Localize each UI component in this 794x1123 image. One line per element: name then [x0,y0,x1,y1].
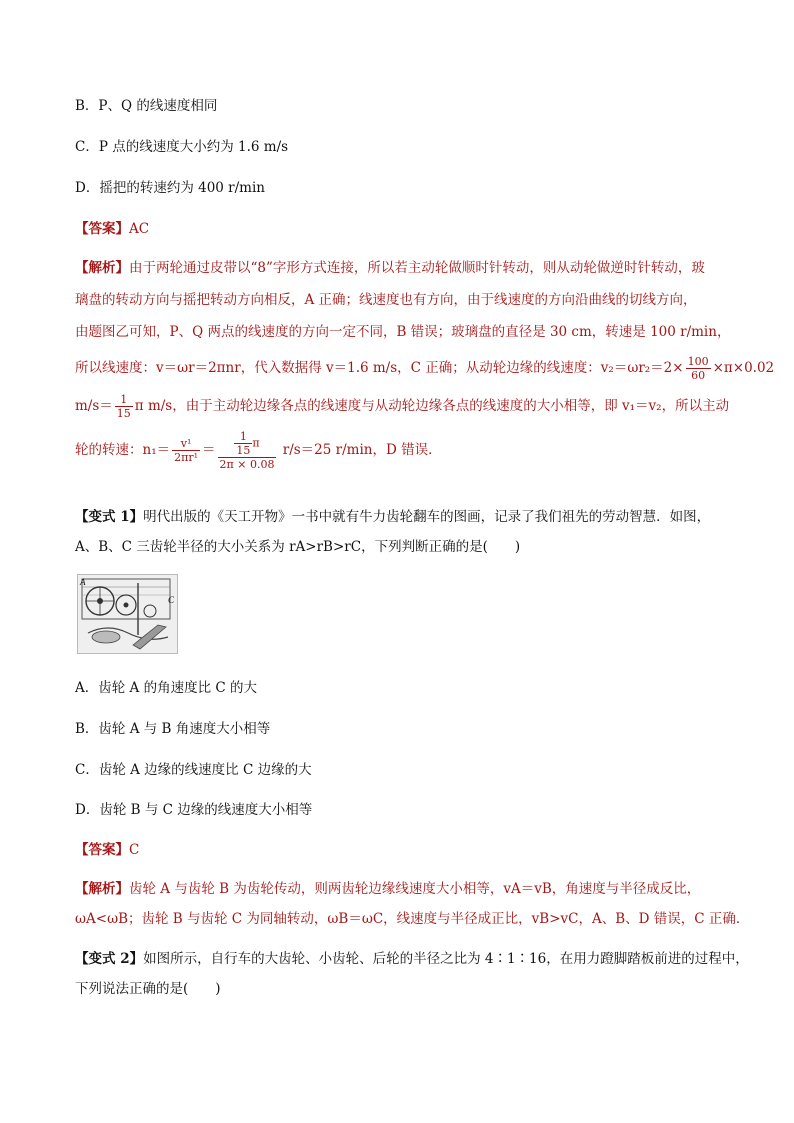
option-b: B．P、Q 的线速度相同 [75,98,218,114]
fraction-nested: $\frac{1}{15}$ π 2π × 0.08 [219,430,275,471]
option-c: C．P 点的线速度大小约为 1.6 m/s [75,139,289,155]
option-b: B．齿轮 A 与 B 角速度大小相等 [75,721,271,737]
illustration-svg [78,575,177,653]
analysis-label: 【解析】 [75,881,129,897]
analysis-2: 【解析】齿轮 A 与齿轮 B 为齿轮传动，则两齿轮边缘线速度大小相等，vA＝vB，角速度与半径成反比， ωA<ωB；齿轮 B 与齿轮 C 为同轴转动，ωB＝ωC，线速度与半径成正比，vB>vC，A、B、D 错误，C 正确． [75,881,750,927]
gear-waterwheel-illustration [77,574,178,654]
analysis-label: 【解析】 [75,260,129,276]
answer-label: 【答案】 [75,842,129,858]
variant-label: 【变式 2】 [75,951,144,967]
analysis-1: 【解析】由于两轮通过皮带以“8”字形方式连接，所以若主动轮做顺时针转动，则从动轮做逆时针转动，玻 璃盘的转动方向与摇把转动方向相反，A 正确；线速度也有方向，由于线速度的方向沿曲线的切线方向， 由题图乙可知，P、Q 两点的线速度的方向一定不同，B 错误；玻璃盘的直径是 30 cm，转速是 100 r/min， 所以线速度：v＝ωr＝2πnr，代入数据得 v＝1.6 m/s，C 正确；从动轮边缘的线速度：v₂＝ωr₂＝2× $\frac{100}{60}$ ×π×0.02 m/s＝ $\frac{1}{15}$ π m/s，由于主动轮边缘各点的线速度与从动轮边缘各点的线速度的大小相等，即 v₁＝v₂，所以主动 轮的转速：n₁＝ $\frac{\text{v¹}}{\text{2πr¹}}$ ＝ $\frac{1}{15}$ π 2π × 0.08 r/s＝25 r/min，D 错误． [75,260,775,471]
answer-1 [75,219,149,239]
label-a: A [80,577,86,587]
variant-2: 【变式 2】如图所示，自行车的大齿轮、小齿轮、后轮的半径之比为 4∶1∶16，在用力蹬脚踏板前进的过程中， 下列说法正确的是( ) [75,951,749,997]
label-c: C [168,595,175,605]
fraction-100-60: $\frac{100}{60}$ [687,355,709,382]
answer-2 [75,840,139,860]
answer-value: AC [129,221,150,237]
variant-1: 【变式 1】明代出版的《天工开物》一书中就有牛力齿轮翻车的图画，记录了我们祖先的劳动智慧．如图， A、B、C 三齿轮半径的大小关系为 rA>rB>rC，下列判断正确的是( ) [75,509,711,555]
answer-value: C [129,842,140,858]
fraction-1-15: $\frac{1}{15}$ [116,393,131,420]
option-a: A．齿轮 A 的角速度比 C 的大 [75,680,257,696]
option-c: C．齿轮 A 边缘的线速度比 C 边缘的大 [75,762,312,778]
option-d: D．齿轮 B 与 C 边缘的线速度大小相等 [75,802,313,818]
fraction-v1-2pir1: $\frac{\text{v¹}}{\text{2πr¹}}$ [174,437,199,464]
variant-label: 【变式 1】 [75,509,144,525]
answer-label: 【答案】 [75,221,129,237]
option-d: D．摇把的转速约为 400 r/min [75,180,265,196]
